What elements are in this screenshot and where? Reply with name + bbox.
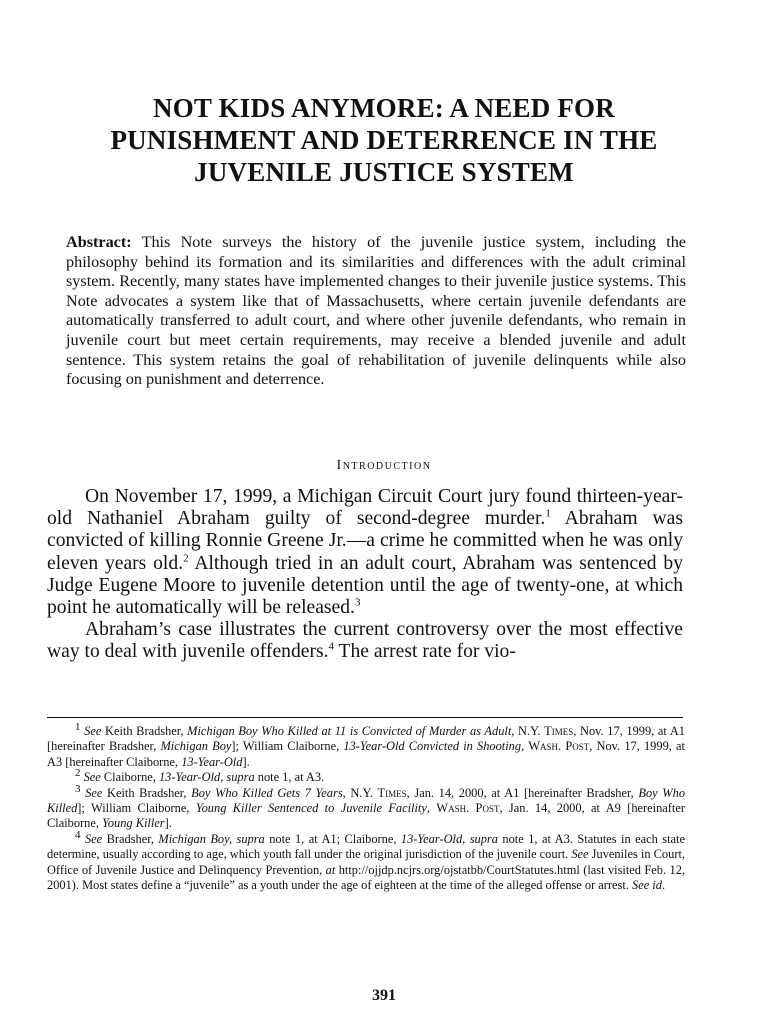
- footnote-4-short-c: Michigan Boy, supra: [158, 831, 265, 846]
- footnote-divider: [47, 717, 683, 718]
- footnote-3-signal: See: [85, 785, 103, 800]
- abstract: [66, 233, 686, 390]
- footnote-2-text-b: Claiborne,: [100, 770, 159, 785]
- footnote-3-source-e: Times: [377, 785, 407, 800]
- footnote-4-at-i: at: [325, 862, 336, 877]
- footnote-1-short-g: Michigan Boy: [160, 739, 232, 754]
- footnote-1-text-d: , N.Y.: [511, 724, 545, 738]
- footnote-1-text-f: , Nov. 17, 1999, at A1 [hereinafter Bradsher,: [47, 724, 685, 754]
- footnote-4-signal-k: See id: [632, 878, 662, 893]
- footnote-1-signal: See: [84, 724, 102, 738]
- footnote-1: [47, 720, 685, 770]
- footnote-ref-3: 3: [354, 596, 361, 609]
- footnote-1-short-m: 13-Year-Old: [181, 754, 243, 769]
- footnote-3-text-h: ]; William Claiborne,: [77, 801, 196, 816]
- footnote-3-text-j: ,: [426, 801, 437, 816]
- footnote-2-number: 2: [75, 767, 81, 780]
- footnote-1-text-b: Keith Bradsher,: [101, 724, 188, 738]
- footnote-1-title-c: Michigan Boy Who Killed at 11 is Convicted of Murder as Adult: [187, 724, 512, 738]
- title-line-3: JUVENILE JUSTICE SYSTEM: [194, 157, 574, 187]
- footnote-2: [47, 767, 685, 785]
- footnote-4-signal: See: [84, 831, 103, 846]
- section-heading-introduction: Introduction: [336, 458, 432, 473]
- footnote-3-short-m: Young Killer: [102, 816, 165, 831]
- paragraph-2-sentence-2: The arrest rate for vio-: [334, 641, 516, 663]
- footnote-3-title-c: Boy Who Killed Gets 7 Years: [191, 785, 343, 800]
- body-text: [47, 486, 683, 664]
- footnote-4-text-d: note 1, at A1; Claiborne,: [264, 831, 401, 846]
- footnote-3: [47, 782, 686, 832]
- title-line-1: NOT KIDS ANYMORE: A NEED FOR: [153, 93, 615, 123]
- footnote-1-text-l: , Nov. 17, 1999, at A3 [hereinafter Claiborne,: [47, 739, 685, 769]
- footnote-1-number: 1: [75, 720, 81, 733]
- paragraph-2: [47, 619, 683, 663]
- abstract-text: This Note surveys the history of the juvenile justice system, including the philosophy behind its formation and its similarities and differences with the adult criminal system. Recently, many states have implemented changes to their juvenile justice systems. This Note advocates a system like that of Massachusetts, where certain juvenile defendants are automatically transferred to adult court, and where other juvenile defendants, who remain in juvenile court but meet certain requirements, may receive a blended juvenile and adult sentence. This system retains the goal of rehabilitation of juvenile delinquents while also focusing on punishment and deterrence.: [66, 233, 686, 389]
- footnote-1-text-j: ,: [521, 739, 529, 754]
- footnote-4-text-j: http://ojjdp.ncjrs.org/ojstatbb/CourtStatutes.html (last visited Feb. 12, 2001). Most states define a “juvenile” as a youth under the age of eighteen at the time of the alleged offense or arrest.: [47, 862, 685, 893]
- footnote-4-text-b: Bradsher,: [102, 831, 159, 846]
- footnote-4-short-e: 13-Year-Old, supra: [400, 831, 498, 846]
- footnote-1-source-e: Times: [544, 724, 574, 738]
- footnote-4-text-h: Juveniles in Court, Office of Juvenile Justice and Delinquency Prevention,: [47, 847, 685, 877]
- footnote-2-signal: See: [83, 770, 101, 785]
- footnote-ref-2: 2: [183, 552, 189, 565]
- footnote-3-text-f: , Jan. 14, 2000, at A1 [hereinafter Bradsher,: [406, 785, 639, 800]
- footnote-3-source-k: Wash. Post: [436, 801, 500, 816]
- footnote-4-text-l: .: [661, 878, 666, 893]
- title-line-2: PUNISHMENT AND DETERRENCE IN THE: [110, 125, 658, 155]
- footnote-4-text-f: note 1, at A3. Statutes in each state determine, usually according to age, which youth fall under the original jurisdiction of the juvenile court.: [47, 831, 686, 862]
- abstract-label: Abstract:: [66, 233, 132, 251]
- footnote-1-text-h: ]; William Claiborne,: [231, 739, 344, 754]
- footnote-3-title-i: Young Killer Sentenced to Juvenile Facility: [195, 801, 427, 816]
- footnote-4: [47, 828, 686, 894]
- footnote-1-text-n: ].: [242, 754, 250, 769]
- paragraph-1-sentence-2: Abraham was convicted of killing Ronnie Greene Jr.—a crime he committed when he was only eleven years old.: [47, 508, 684, 574]
- footnote-ref-1: 1: [545, 507, 551, 520]
- paragraph-1-sentence-3: Although tried in an adult court, Abraham was sentenced by Judge Eugene Moore to juvenile detention until the age of twenty-one, at which point he automatically will be released.: [47, 552, 683, 619]
- footnote-2-short-c: 13-Year-Old, supra: [158, 770, 255, 785]
- footnote-4-signal-g: See: [571, 847, 589, 862]
- footnote-3-text-n: ].: [164, 816, 172, 831]
- page-number: 391: [372, 987, 396, 1004]
- footnote-2-text-d: note 1, at A3.: [254, 770, 325, 785]
- footnote-3-text-b: Keith Bradsher,: [102, 785, 192, 800]
- paragraph-1: [47, 486, 683, 619]
- footnote-1-source-k: Wash. Post: [528, 739, 590, 754]
- footnote-3-short-g: Boy Who Killed: [47, 785, 686, 816]
- footnote-3-number: 3: [75, 782, 81, 795]
- paragraph-2-sentence-1: Abraham’s case illustrates the current controversy over the most effective way to deal with juvenile offenders.: [47, 619, 683, 663]
- article-title: [40, 92, 728, 188]
- footnote-1-title-i: 13-Year-Old Convicted in Shooting: [343, 739, 522, 754]
- footnote-4-number: 4: [75, 828, 81, 841]
- footnote-3-text-l: , Jan. 14, 2000, at A9 [hereinafter Claiborne,: [47, 801, 685, 831]
- footnote-3-text-d: , N.Y.: [342, 785, 378, 800]
- paragraph-1-sentence-1: On November 17, 1999, a Michigan Circuit Court jury found thirteen-year-old Nathaniel Abraham guilty of second-degree murder.: [47, 486, 683, 530]
- footnotes: [47, 720, 686, 893]
- footnote-ref-4: 4: [328, 640, 334, 653]
